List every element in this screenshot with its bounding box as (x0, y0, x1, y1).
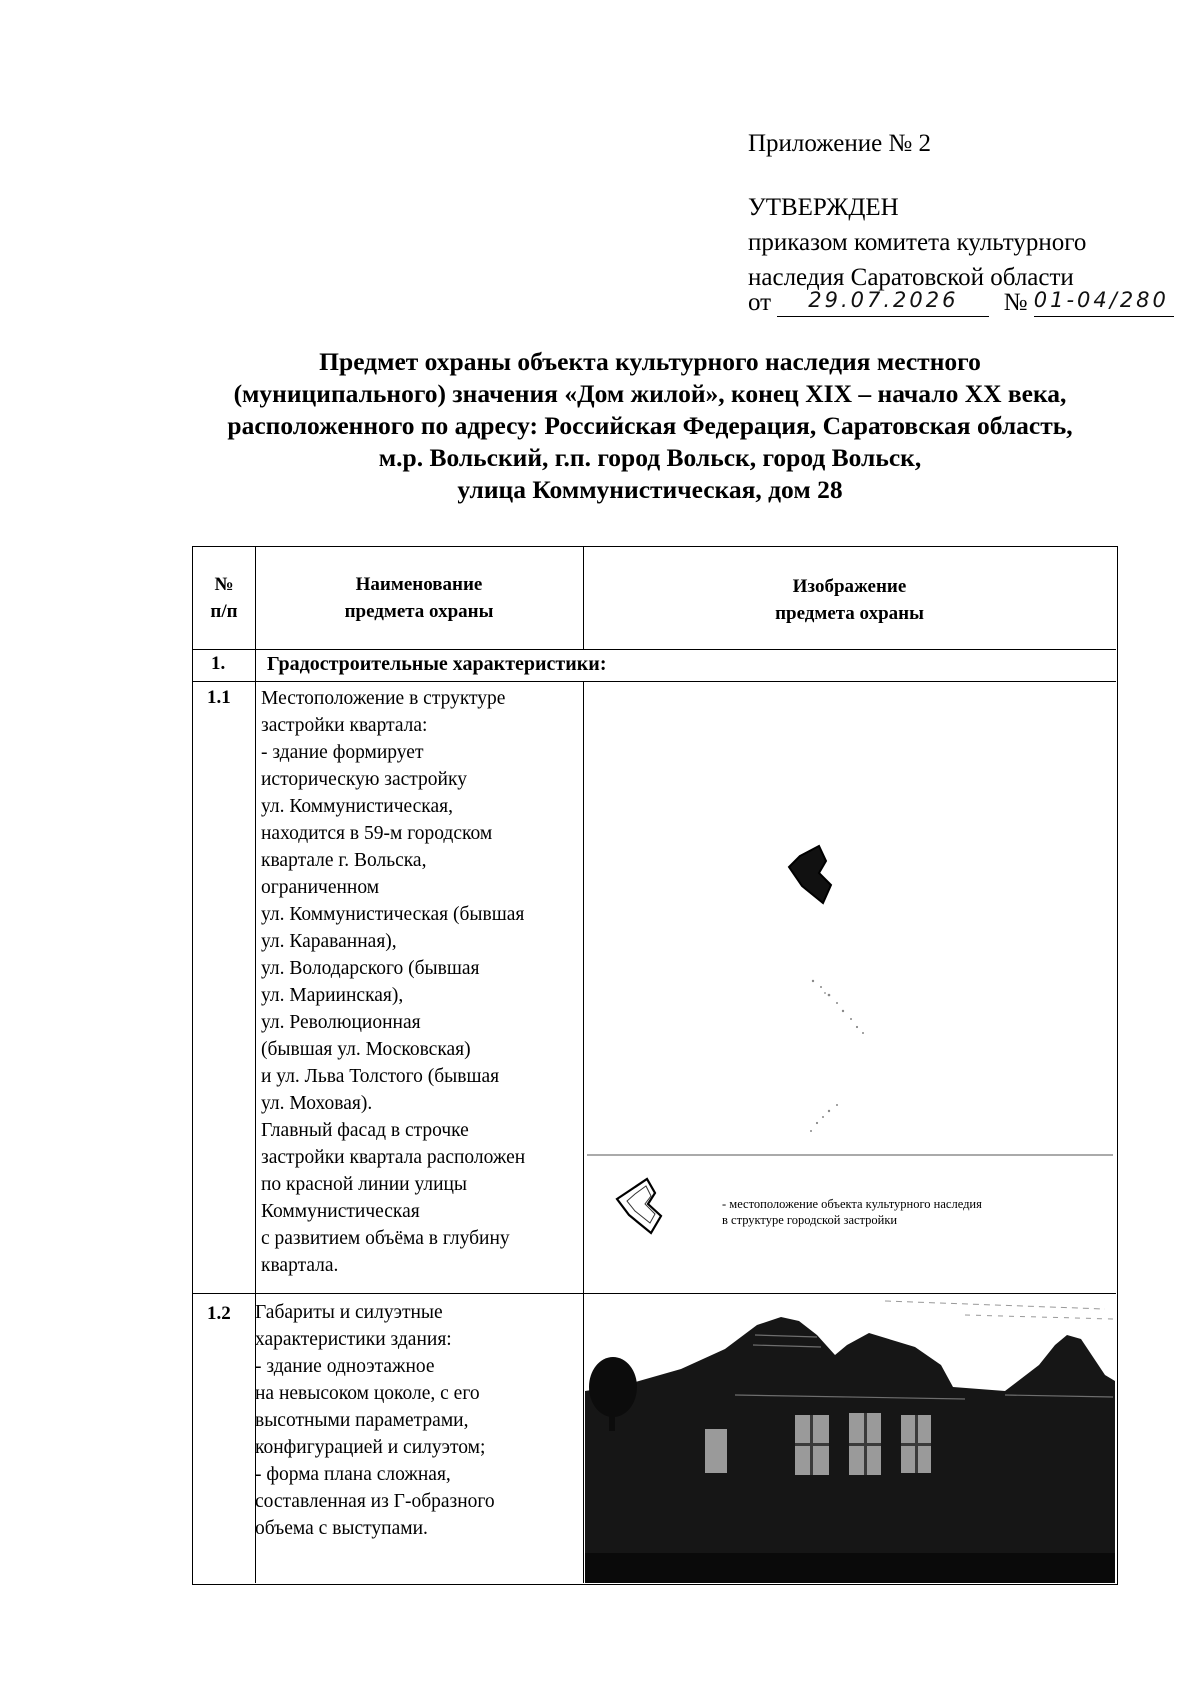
row-divider-1-1 (193, 1293, 1116, 1294)
row-1-2-text-line: характеристики здания: (255, 1329, 452, 1350)
header-num-line1: № (214, 574, 234, 595)
legend-footprint-icon (617, 1179, 661, 1233)
row-1-1-text-line: застройки квартала расположен (261, 1147, 526, 1168)
row-1-1-text-line: историческую застройку (261, 769, 467, 790)
date-field (777, 286, 989, 317)
row-divider-section (193, 681, 1116, 682)
header-num (193, 571, 255, 625)
row-1-2-text-line: - здание одноэтажное (255, 1356, 435, 1377)
appendix-label: Приложение № 2 (748, 130, 932, 157)
header-image-line1: Изображение (792, 576, 907, 597)
map-noise-speckles (810, 980, 864, 1132)
row-1-1-text-line: квартале г. Вольска, (261, 850, 427, 871)
order-line-1: приказом комитета культурного (748, 229, 1087, 256)
row-1-1-text-line: - здание формирует (261, 742, 424, 763)
date-prefix: от (748, 289, 772, 316)
row-1-1-text-line: ул. Моховая). (261, 1093, 373, 1114)
approved-label: УТВЕРЖДЕН (748, 194, 899, 221)
number-prefix: № (1003, 289, 1028, 316)
building-photo (585, 1295, 1115, 1583)
row-1-1-text-line: находится в 59-м городском (261, 823, 493, 844)
row-1-2-text-line: конфигурацией и силуэтом; (255, 1437, 486, 1458)
legend-text-line-2: в структуре городской застройки (722, 1213, 898, 1227)
row-1-2-text-line: объема с выступами. (255, 1518, 428, 1539)
row-1-2-text-line: составленная из Г-образного (255, 1491, 495, 1512)
header-name-line2: предмета охраны (344, 601, 494, 622)
row-1-1-description (261, 685, 525, 1279)
row-1-1-text-line: застройки квартала: (261, 715, 428, 736)
row-1-2-text-line: - форма плана сложная, (255, 1464, 451, 1485)
row-1-1-num: 1.1 (207, 687, 231, 708)
protection-table (192, 546, 1118, 1585)
row-1-1-text-line: ул. Коммунистическая, (261, 796, 453, 817)
title-line-4: м.р. Вольский, г.п. город Вольск, город Вольск, (378, 443, 922, 472)
row-1-1-text-line: по красной линии улицы (261, 1174, 468, 1195)
row-1-1-text-line: Местоположение в структуре (261, 688, 506, 709)
row-1-2-num: 1.2 (207, 1303, 231, 1324)
number-field (1034, 286, 1174, 317)
title-line-3: расположенного по адресу: Российская Федерация, Саратовская область, (227, 411, 1073, 440)
row-1-2-text-line: на невысоком цоколе, с его (255, 1383, 480, 1404)
header-name-line1: Наименование (355, 574, 483, 595)
order-line-2: наследия Саратовской области (748, 264, 1074, 291)
title-line-1: Предмет охраны объекта культурного наследия местного (319, 347, 981, 376)
order-date-number-line (748, 286, 1174, 322)
legend-text-line-1: - местоположение объекта культурного наследия (722, 1197, 982, 1211)
row-1-2-text-line: Габариты и силуэтные (255, 1302, 443, 1323)
row-1-1-text-line: ул. Коммунистическая (бывшая (261, 904, 525, 925)
header-num-line2: п/п (210, 601, 238, 622)
row-1-1-text-line: ул. Караванная), (261, 931, 397, 952)
row-1-1-text-line: ул. Революционная (261, 1012, 421, 1033)
section-1-label: Градостроительные характеристики: (267, 653, 607, 675)
title-line-2: (муниципального) значения «Дом жилой», конец XIX – начало XX века, (233, 379, 1067, 408)
col-divider-2-body (583, 681, 584, 1583)
title-line-5: улица Коммунистическая, дом 28 (457, 475, 843, 504)
row-1-2-description (255, 1299, 495, 1542)
header-image-line2: предмета охраны (775, 603, 924, 624)
number-handwritten: 01-04/280 (1033, 288, 1169, 312)
document-title (160, 346, 1140, 506)
row-1-1-text-line: ограниченном (261, 877, 380, 898)
row-1-1-text-line: с развитием объёма в глубину (261, 1228, 510, 1249)
row-1-1-text-line: Главный фасад в строчке (261, 1120, 469, 1141)
location-map-image (585, 683, 1115, 1291)
ground (585, 1553, 1115, 1583)
row-1-1-text-line: ул. Володарского (бывшая (261, 958, 480, 979)
row-1-1-text-line: Коммунистическая (261, 1201, 420, 1222)
row-divider-header (193, 649, 1116, 650)
row-1-1-text-line: ул. Мариинская), (261, 985, 404, 1006)
row-1-1-text-line: (бывшая ул. Московская) (261, 1039, 471, 1060)
section-1-num: 1. (211, 653, 226, 674)
building-footprint-marker (789, 846, 831, 903)
header-name (255, 571, 583, 625)
date-handwritten: 29.07.2026 (808, 288, 959, 312)
row-1-1-text-line: квартала. (261, 1255, 339, 1276)
row-1-1-text-line: и ул. Льва Толстого (бывшая (261, 1066, 500, 1087)
header-image (583, 573, 1116, 627)
row-1-2-text-line: высотными параметрами, (255, 1410, 469, 1431)
